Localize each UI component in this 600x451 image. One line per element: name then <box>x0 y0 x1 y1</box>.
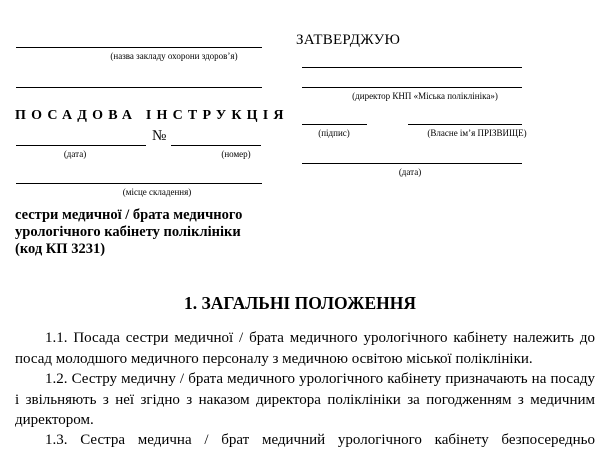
institution-name-line[interactable] <box>16 47 262 48</box>
position-title-line-2: урологічного кабінету поліклініки <box>15 224 241 240</box>
paragraph-1-1: 1.1. Посада сестри медичної / брата медичного урологічного кабінету належить до посад молодшого медичного персоналу з медичною освітою міської поліклініки. <box>15 330 595 367</box>
section-heading: 1. ЗАГАЛЬНІ ПОЛОЖЕННЯ <box>183 293 417 313</box>
institution-name-caption: (назва закладу охорони здоров’я) <box>110 51 238 61</box>
position-title-line-3: (код КП 3231) <box>15 241 106 257</box>
number-sign: № <box>152 128 167 144</box>
approve-label: ЗАТВЕРДЖУЮ <box>296 32 401 48</box>
date-line[interactable] <box>16 145 146 146</box>
position-title-line-1: сестри медичної / брата медичного <box>15 207 243 223</box>
position-title <box>15 207 305 258</box>
document-title: ПОСАДОВА ІНСТРУКЦІЯ <box>15 108 289 123</box>
signature-caption: (підпис) <box>318 128 350 138</box>
approval-date-line[interactable] <box>302 163 522 164</box>
date-caption: (дата) <box>63 149 87 159</box>
paragraph-1-3: 1.3. Сестра медична / брат медичний урологічного кабінету безпосередньо <box>45 432 595 448</box>
director-line-1[interactable] <box>302 67 522 68</box>
signature-line[interactable] <box>302 124 367 125</box>
number-caption: (номер) <box>221 149 251 159</box>
number-line[interactable] <box>171 145 261 146</box>
approval-date-caption: (дата) <box>398 167 422 177</box>
institution-name-line-2[interactable] <box>16 87 262 88</box>
director-line-2[interactable] <box>302 87 522 88</box>
place-caption: (місце складення) <box>122 187 192 197</box>
place-line[interactable] <box>16 183 262 184</box>
full-name-caption: (Власне ім’я ПРІЗВИЩЕ) <box>427 128 527 138</box>
paragraph-1-2: 1.2. Сестру медичну / брата медичного урологічного кабінету призначають на посаду і звільняють з неї згідно з наказом директора поліклініки за погодженням з медичним директором. <box>15 371 595 428</box>
director-caption: (директор КНП «Міська поліклініка») <box>352 91 498 101</box>
full-name-line[interactable] <box>408 124 522 125</box>
